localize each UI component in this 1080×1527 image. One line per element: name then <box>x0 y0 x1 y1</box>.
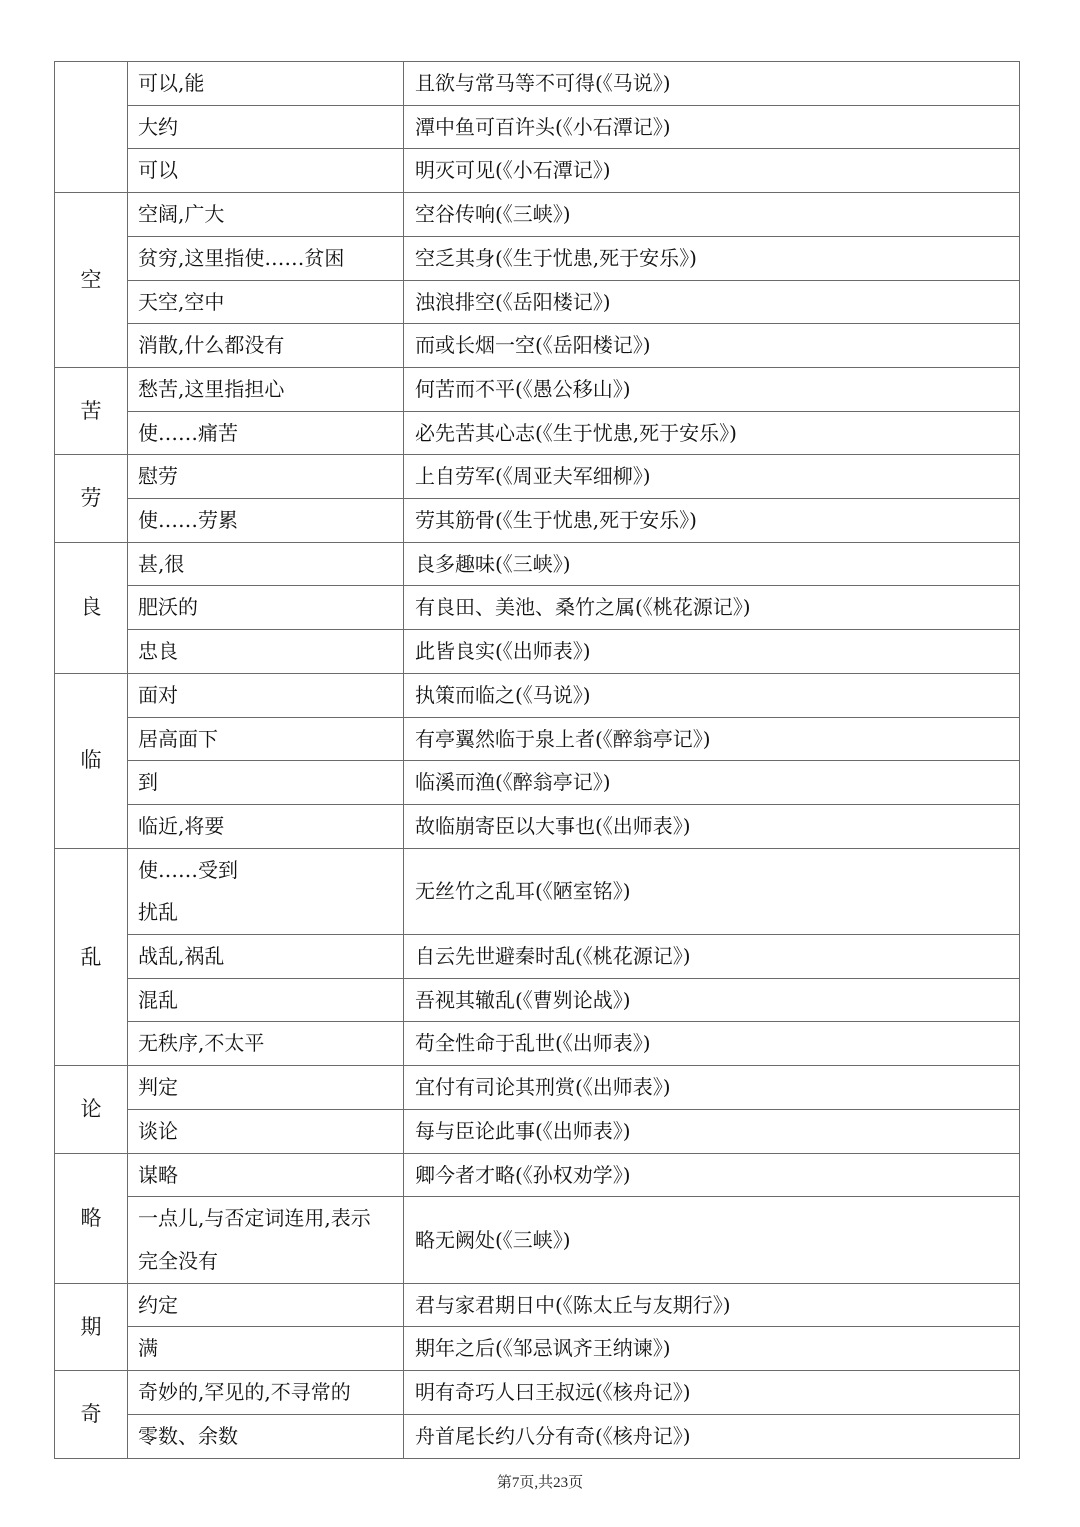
example-cell: 何苦而不平(《愚公移山》) <box>404 367 1020 411</box>
example-cell: 每与臣论此事(《出师表》) <box>404 1109 1020 1153</box>
table-row <box>55 1371 1020 1415</box>
meaning-cell: 使……痛苦 <box>128 411 404 455</box>
table-row <box>55 455 1020 499</box>
meaning-cell: 使……劳累 <box>128 499 404 543</box>
table-row <box>55 236 1020 280</box>
example-cell: 有良田、美池、桑竹之属(《桃花源记》) <box>404 586 1020 630</box>
example-cell: 潭中鱼可百许头(《小石潭记》) <box>404 105 1020 149</box>
example-cell: 卿今者才略(《孙权劝学》) <box>404 1153 1020 1197</box>
meaning-cell: 面对 <box>128 673 404 717</box>
example-cell: 劳其筋骨(《生于忧患,死于安乐》) <box>404 499 1020 543</box>
meaning-cell: 奇妙的,罕见的,不寻常的 <box>128 1371 404 1415</box>
table-row <box>55 1022 1020 1066</box>
table-row <box>55 978 1020 1022</box>
example-cell: 君与家君期日中(《陈太丘与友期行》) <box>404 1283 1020 1327</box>
table-row <box>55 105 1020 149</box>
table-row <box>55 411 1020 455</box>
example-cell: 有亭翼然临于泉上者(《醉翁亭记》) <box>404 717 1020 761</box>
meaning-cell: 肥沃的 <box>128 586 404 630</box>
meaning-cell: 无秩序,不太平 <box>128 1022 404 1066</box>
table-row <box>55 1109 1020 1153</box>
table-row <box>55 1414 1020 1458</box>
example-cell: 略无阙处(《三峡》) <box>404 1197 1020 1283</box>
headword-cell: 临 <box>55 673 128 848</box>
example-cell: 故临崩寄臣以大事也(《出师表》) <box>404 804 1020 848</box>
example-cell: 明有奇巧人曰王叔远(《核舟记》) <box>404 1371 1020 1415</box>
example-cell: 舟首尾长约八分有奇(《核舟记》) <box>404 1414 1020 1458</box>
table-row <box>55 586 1020 630</box>
example-cell: 空谷传响(《三峡》) <box>404 193 1020 237</box>
meaning-cell: 愁苦,这里指担心 <box>128 367 404 411</box>
example-cell: 且欲与常马等不可得(《马说》) <box>404 62 1020 106</box>
example-cell: 临溪而渔(《醉翁亭记》) <box>404 761 1020 805</box>
example-cell: 苟全性命于乱世(《出师表》) <box>404 1022 1020 1066</box>
headword-cell: 空 <box>55 193 128 368</box>
table-row <box>55 1197 1020 1283</box>
meaning-cell: 可以,能 <box>128 62 404 106</box>
example-cell: 期年之后(《邹忌讽齐王纳谏》) <box>404 1327 1020 1371</box>
headword-cell <box>55 62 128 193</box>
example-cell: 必先苦其心志(《生于忧患,死于安乐》) <box>404 411 1020 455</box>
meaning-cell: 一点儿,与否定词连用,表示 完全没有 <box>128 1197 404 1283</box>
example-cell: 自云先世避秦时乱(《桃花源记》) <box>404 935 1020 979</box>
meaning-cell: 零数、余数 <box>128 1414 404 1458</box>
meaning-cell: 空阔,广大 <box>128 193 404 237</box>
headword-cell: 略 <box>55 1153 128 1283</box>
vocabulary-table <box>54 61 1020 1459</box>
meaning-cell: 消散,什么都没有 <box>128 324 404 368</box>
table-row <box>55 324 1020 368</box>
headword-cell: 苦 <box>55 367 128 454</box>
table-row <box>55 280 1020 324</box>
page-number: 第7页,共23页 <box>496 1475 584 1491</box>
example-cell: 此皆良实(《出师表》) <box>404 630 1020 674</box>
meaning-cell: 贫穷,这里指使……贫困 <box>128 236 404 280</box>
meaning-cell: 可以 <box>128 149 404 193</box>
meaning-cell: 忠良 <box>128 630 404 674</box>
meaning-cell: 临近,将要 <box>128 804 404 848</box>
example-cell: 良多趣味(《三峡》) <box>404 542 1020 586</box>
table-row <box>55 367 1020 411</box>
table-row <box>55 935 1020 979</box>
headword-cell: 乱 <box>55 848 128 1066</box>
example-cell: 执策而临之(《马说》) <box>404 673 1020 717</box>
meaning-cell: 谈论 <box>128 1109 404 1153</box>
table-row <box>55 630 1020 674</box>
table-row <box>55 1153 1020 1197</box>
meaning-cell: 到 <box>128 761 404 805</box>
example-cell: 而或长烟一空(《岳阳楼记》) <box>404 324 1020 368</box>
example-cell: 宜付有司论其刑赏(《出师表》) <box>404 1066 1020 1110</box>
table-row <box>55 717 1020 761</box>
example-cell: 浊浪排空(《岳阳楼记》) <box>404 280 1020 324</box>
meaning-cell: 天空,空中 <box>128 280 404 324</box>
table-row <box>55 62 1020 106</box>
meaning-cell: 大约 <box>128 105 404 149</box>
example-cell: 上自劳军(《周亚夫军细柳》) <box>404 455 1020 499</box>
table-row <box>55 193 1020 237</box>
meaning-cell: 谋略 <box>128 1153 404 1197</box>
meaning-cell: 使……受到 扰乱 <box>128 848 404 934</box>
meaning-cell: 战乱,祸乱 <box>128 935 404 979</box>
example-cell: 无丝竹之乱耳(《陋室铭》) <box>404 848 1020 934</box>
headword-cell: 良 <box>55 542 128 673</box>
meaning-cell: 慰劳 <box>128 455 404 499</box>
meaning-cell: 约定 <box>128 1283 404 1327</box>
table-row <box>55 1283 1020 1327</box>
table-row <box>55 1327 1020 1371</box>
table-row <box>55 499 1020 543</box>
meaning-cell: 居高面下 <box>128 717 404 761</box>
meaning-cell: 甚,很 <box>128 542 404 586</box>
meaning-cell: 混乱 <box>128 978 404 1022</box>
table-row <box>55 804 1020 848</box>
vocabulary-table-body <box>55 62 1020 1459</box>
meaning-cell: 判定 <box>128 1066 404 1110</box>
example-cell: 明灭可见(《小石潭记》) <box>404 149 1020 193</box>
headword-cell: 劳 <box>55 455 128 542</box>
headword-cell: 奇 <box>55 1371 128 1458</box>
table-row <box>55 673 1020 717</box>
example-cell: 空乏其身(《生于忧患,死于安乐》) <box>404 236 1020 280</box>
table-row <box>55 761 1020 805</box>
example-cell: 吾视其辙乱(《曹刿论战》) <box>404 978 1020 1022</box>
table-row <box>55 542 1020 586</box>
headword-cell: 期 <box>55 1283 128 1370</box>
meaning-cell: 满 <box>128 1327 404 1371</box>
headword-cell: 论 <box>55 1066 128 1153</box>
table-row <box>55 848 1020 934</box>
table-row <box>55 149 1020 193</box>
table-row <box>55 1066 1020 1110</box>
